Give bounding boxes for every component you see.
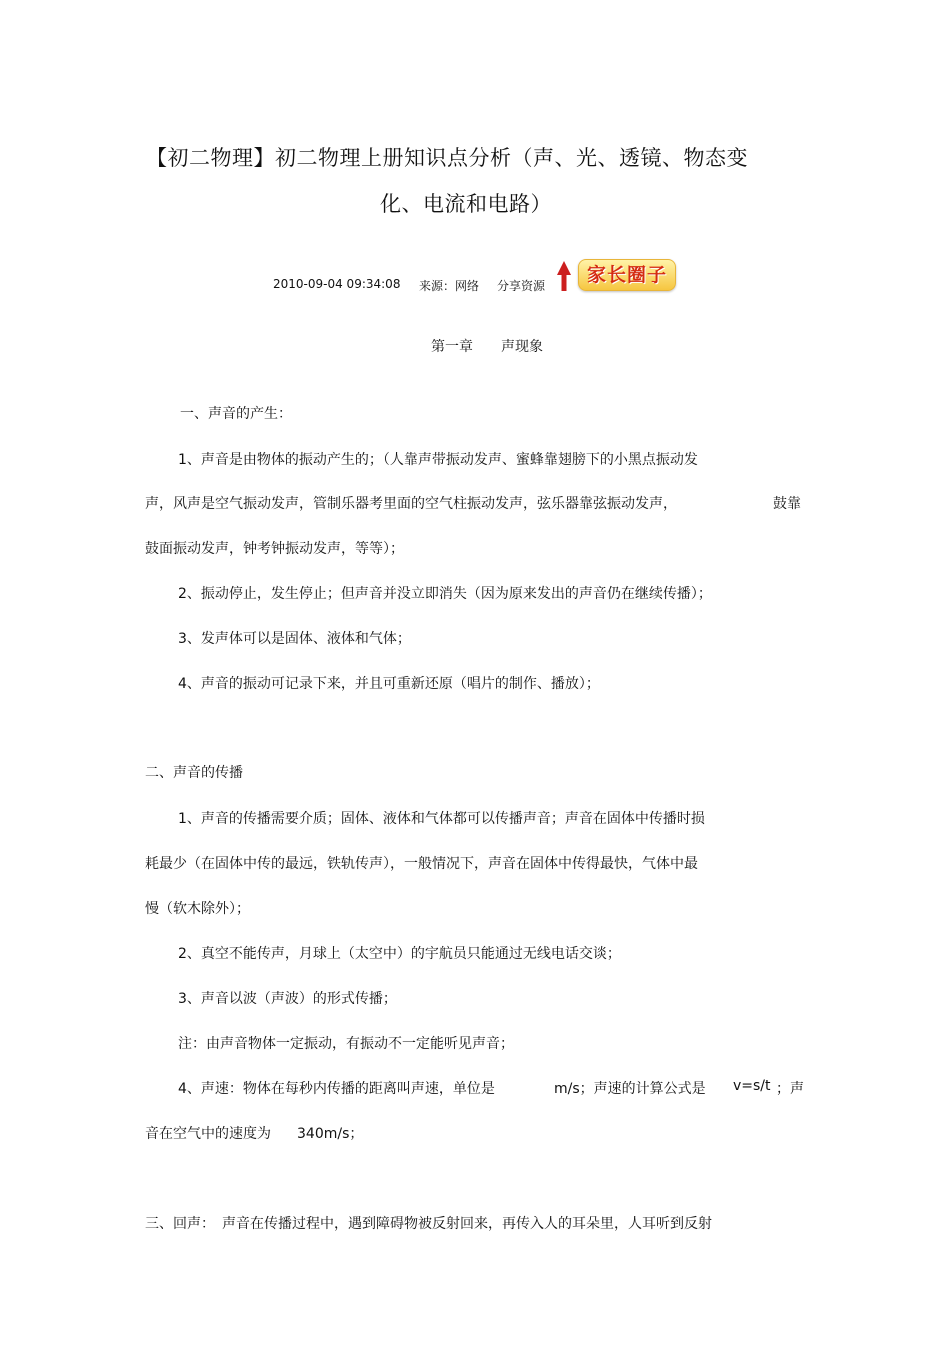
chapter-heading: 第一章 声现象 [431,339,543,355]
share-link[interactable]: 分享资源 [497,279,546,293]
paragraph-line: 2、振动停止，发生停止；但声音并没立即消失（因为原来发出的声音仍在继续传播）； [178,586,712,602]
paragraph-line: 3、发声体可以是固体、液体和气体； [178,631,411,647]
source-label: 来源：网络 [419,279,480,293]
paragraph-line: 2、真空不能传声，月球上（太空中）的宇航员只能通过无线电话交谈； [178,946,621,962]
paragraph-line: 1、声音的传播需要介质；固体、液体和气体都可以传播声音；声音在固体中传播时损 [178,811,705,827]
document-title-line-2: 化、电流和电路） [380,192,552,216]
paragraph-line: 声，风声是空气振动发声，管制乐器考里面的空气柱振动发声，弦乐器靠弦振动发声， [145,496,677,512]
paragraph-line: 慢（软木除外）； [145,901,250,917]
paragraph-line: 1、声音是由物体的振动产生的；（人靠声带振动发声、蜜蜂靠翅膀下的小黑点振动发 [178,452,698,468]
parents-circle-link[interactable] [556,258,678,294]
document-title-line-1: 【初二物理】初二物理上册知识点分析（声、光、透镜、物态变 [146,146,748,170]
note-line: 注：由声音物体一定振动，有振动不一定能听见声音； [178,1036,514,1052]
section-heading-sound-production: 一、声音的产生： [180,406,292,422]
paragraph-line: 4、声速：物体在每秒内传播的距离叫声速，单位是 [178,1081,495,1097]
paragraph-line: 耗最少（在固体中传的最远，铁轨传声），一般情况下，声音在固体中传得最快，气体中最 [145,856,698,872]
paragraph-line: 鼓靠 [773,496,801,512]
red-up-arrow-icon [556,260,572,292]
parents-circle-badge: 家长圈子 [578,259,676,291]
publish-datetime: 2010-09-04 09:34:08 [273,277,401,291]
paragraph-line: 4、声音的振动可记录下来，并且可重新还原（唱片的制作、播放）； [178,676,600,692]
section-heading-echo: 三、回声： 声音在传播过程中，遇到障碍物被反射回来，再传入人的耳朵里，人耳听到反射 [145,1216,712,1232]
paragraph-line: m/s；声速的计算公式是 [554,1081,706,1097]
section-heading-sound-propagation: 二、声音的传播 [145,765,243,781]
formula-text: v=s/t [733,1078,771,1094]
speed-value: 340m/s； [297,1126,364,1142]
paragraph-line: 鼓面振动发声，钟考钟振动发声，等等）； [145,541,404,557]
paragraph-line: 3、声音以波（声波）的形式传播； [178,991,397,1007]
paragraph-line: ；声 [776,1081,804,1097]
paragraph-line: 音在空气中的速度为 [145,1126,271,1142]
